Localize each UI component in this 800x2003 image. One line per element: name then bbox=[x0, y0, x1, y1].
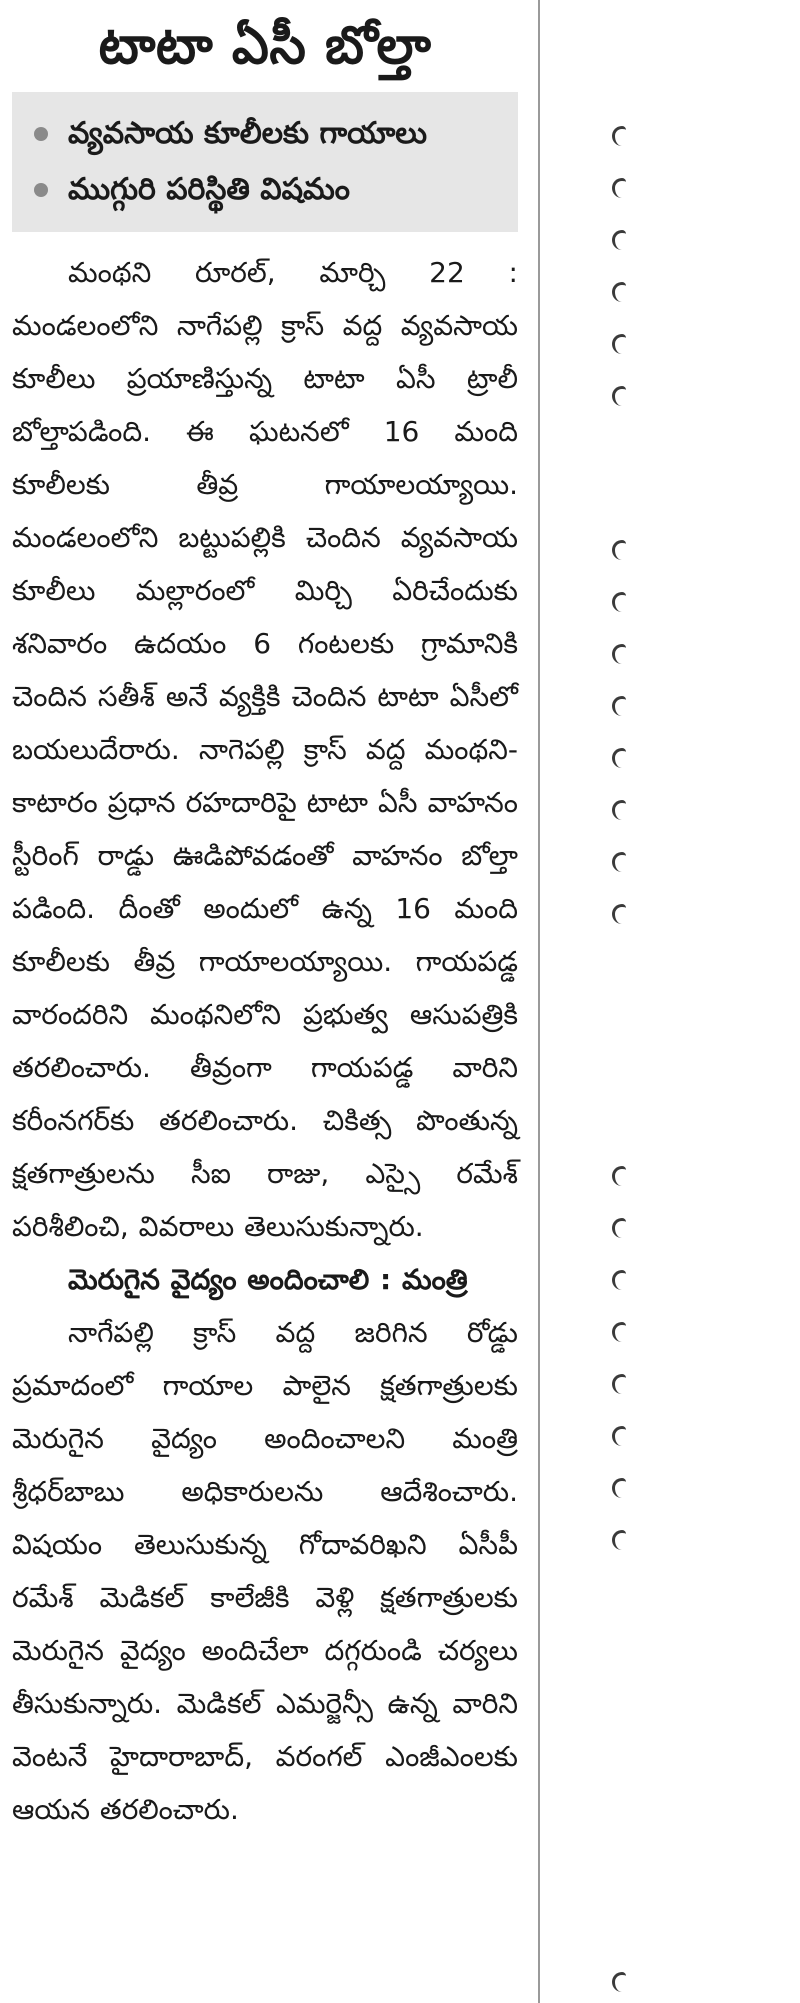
text-fragment bbox=[612, 1478, 626, 1498]
text-fragment bbox=[612, 126, 626, 146]
text-fragment bbox=[612, 1374, 626, 1394]
text-fragment bbox=[612, 1218, 626, 1238]
text-fragment bbox=[612, 696, 626, 716]
adjacent-column-fragments bbox=[612, 0, 652, 2003]
column-divider bbox=[538, 0, 540, 2003]
text-fragment bbox=[612, 1426, 626, 1446]
subhead-item bbox=[24, 162, 518, 218]
text-fragment bbox=[612, 1972, 626, 1992]
text-fragment bbox=[612, 282, 626, 302]
subhead-text: వ్యవసాయ కూలీలకు గాయాలు bbox=[68, 116, 427, 151]
text-fragment bbox=[612, 800, 626, 820]
text-fragment bbox=[612, 1270, 626, 1290]
text-fragment bbox=[612, 1322, 626, 1342]
subsection-title: మెరుగైన వైద్యం అందించాలి : మంత్రి bbox=[68, 1263, 468, 1296]
text-fragment bbox=[612, 1530, 626, 1550]
article-subheads bbox=[12, 92, 518, 232]
text-fragment bbox=[612, 748, 626, 768]
subhead-item bbox=[24, 106, 518, 162]
text-fragment bbox=[612, 178, 626, 198]
text-fragment bbox=[612, 386, 626, 406]
text-fragment bbox=[612, 852, 626, 872]
bullet-icon bbox=[34, 127, 48, 141]
text-fragment bbox=[612, 904, 626, 924]
article-body bbox=[12, 246, 518, 1836]
text-fragment bbox=[612, 644, 626, 664]
text-fragment bbox=[612, 230, 626, 250]
article-paragraph: నాగేపల్లి క్రాస్‌ వద్ద జరిగిన రోడ్డు ప్రమాదంలో గాయాల పాలైన క్షతగాత్రులకు మెరుగైన వైద్యం అందించాలని మంత్రి శ్రీధర్‌బాబు అధికారులను ఆదేశించారు. విషయం తెలుసుకున్న గోదావరిఖని ఏసీపీ రమేశ్‌ మెడికల్‌ కాలేజీకి వెళ్లి క్షతగాత్రులకు మెరుగైన వైద్యం అందిచేలా దగ్గరుండి చర్యలు తీసుకున్నారు. మెడికల్‌ ఎమర్జెన్సీ ఉన్న వారిని వెంటనే హైదారాబాద్‌, వరంగల్‌ ఎంజీఎంలకు ఆయన తరలించారు. bbox=[12, 1316, 518, 1826]
bullet-icon bbox=[34, 183, 48, 197]
text-fragment bbox=[612, 1166, 626, 1186]
text-fragment bbox=[612, 540, 626, 560]
article-headline: టాటా ఏసీ బోల్తా bbox=[98, 15, 432, 76]
text-fragment bbox=[612, 334, 626, 354]
article-paragraph: మంథని రూరల్‌, మార్చి 22 : మండలంలోని నాగేపల్లి క్రాస్‌ వద్ద వ్యవసాయ కూలీలు ప్రయాణిస్తున్న టాటా ఏసీ ట్రాలీ బోల్తాపడింది. ఈ ఘటనలో 16 మంది కూలీలకు తీవ్ర గాయాలయ్యాయి. మండలంలోని బట్టుపల్లికి చెందిన వ్యవసాయ కూలీలు మల్లారంలో మిర్చి ఏరిచేందుకు శనివారం ఉదయం 6 గంటలకు గ్రామానికి చెందిన సతీశ్‌ అనే వ్యక్తికి చెందిన టాటా ఏసీలో బయలుదేరారు. నాగెపల్లి క్రాస్‌ వద్ద మంథని- కాటారం ప్రధాన రహదారిపై టాటా ఏసీ వాహనం స్టీరింగ్‌ రాడ్డు ఊడిపోవడంతో వాహనం బోల్తా పడింది. దీంతో అందులో ఉన్న 16 మంది కూలీలకు తీవ్ర గాయాలయ్యాయి. గాయపడ్డ వారందరిని మంథనిలోని ప్రభుత్వ ఆసుపత్రికి తరలించారు. తీవ్రంగా గాయపడ్డ వారిని కరీంనగర్‌కు తరలించారు. చికిత్స పొంతున్న క్షతగాత్రులను సీఐ రాజు, ఎస్సై రమేశ్‌ పరిశీలించి, వివరాలు తెలుసుకున్నారు. bbox=[12, 256, 518, 1243]
subhead-text: ముగ్గురి పరిస్థితి విషమం bbox=[68, 172, 350, 207]
text-fragment bbox=[612, 592, 626, 612]
